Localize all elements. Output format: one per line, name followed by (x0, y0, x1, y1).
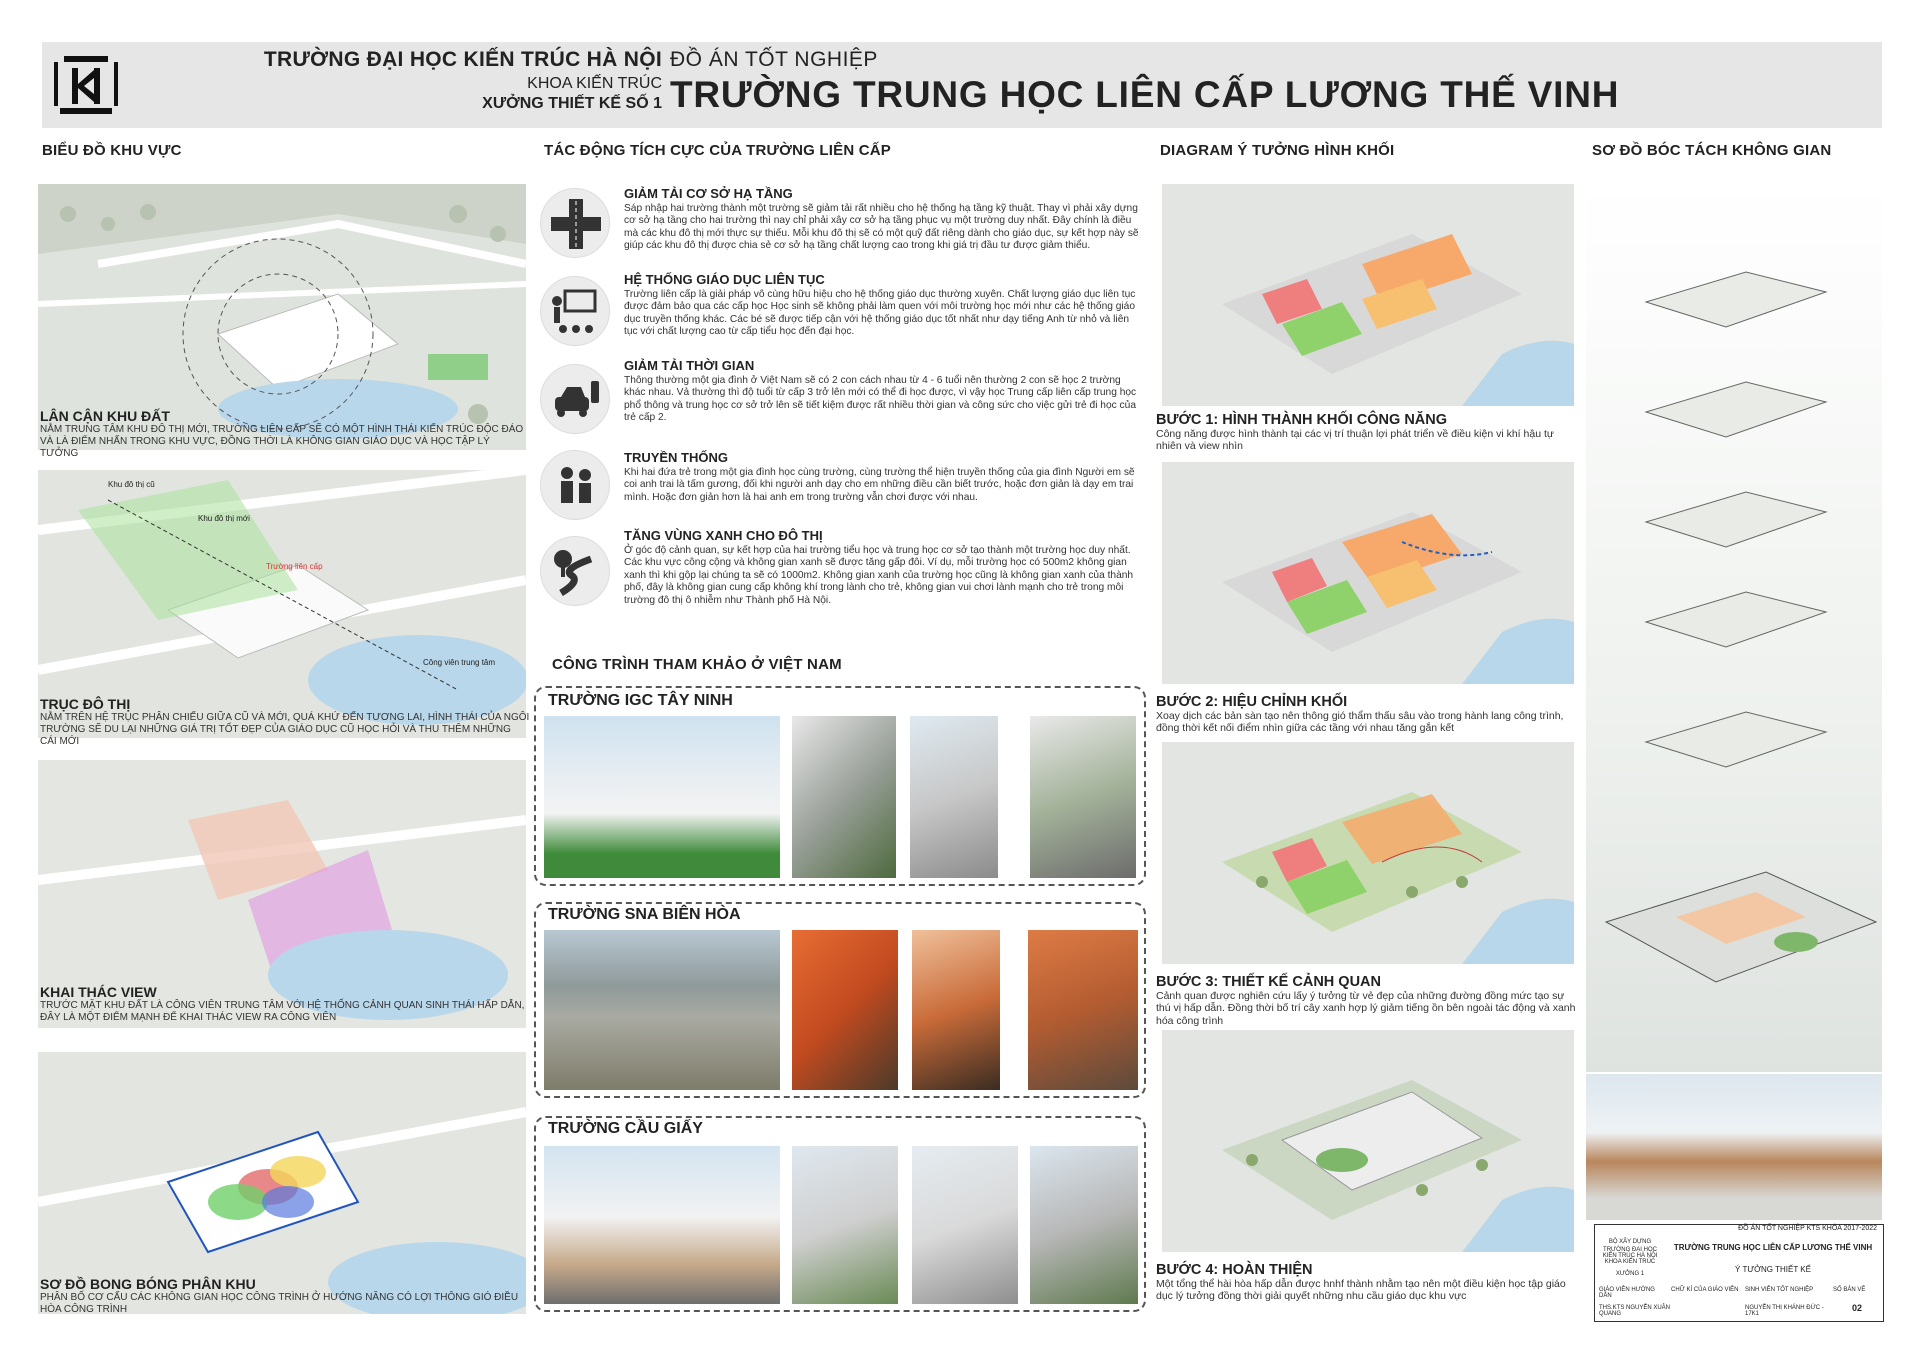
impact-title-3: GIẢM TẢI THỜI GIAN (624, 358, 755, 373)
area-desc-1: NẰM TRUNG TÂM KHU ĐÔ THỊ MỚI, TRƯỜNG LIÊN CẤP SẼ CÓ MỘT HÌNH THÁI KIẾN TRÚC ĐỘC ĐÁO VÀ LÀ ĐIỂM NHẤN TRONG KHU VỰC, ĐỒNG THỜI LÀ KHÔNG GIAN GIÁO DỤC VÀ HỌC TẬP LÝ TƯỞNG (40, 424, 524, 459)
school-block (232, 48, 662, 113)
tb-col1: GIÁO VIÊN HƯỚNG DẪN (1599, 1287, 1655, 1299)
step-title-4: BƯỚC 4: HOÀN THIỆN (1156, 1262, 1313, 1278)
label-park: Công viên trung tâm (423, 658, 496, 667)
area-caption-4 (40, 1276, 530, 1316)
tb-col4: SỐ BẢN VẼ (1833, 1287, 1866, 1293)
tb-col3: SINH VIÊN TỐT NGHIỆP (1745, 1287, 1814, 1293)
section-title-diagram: DIAGRAM Ý TƯỞNG HÌNH KHỐI (1160, 142, 1395, 159)
tb-teacher: THS.KTS NGUYỄN XUÂN QUANG (1599, 1305, 1671, 1317)
tb-student: NGUYỄN THỊ KHÁNH ĐỨC - 17K1 (1745, 1305, 1824, 1317)
step-caption-4 (1156, 1262, 1576, 1303)
project-block (670, 48, 1619, 116)
caugiay-photo-2 (792, 1146, 898, 1304)
step-3-diagram (1162, 742, 1574, 964)
impact-desc-2: Trường liên cấp là giải pháp vô cùng hữu hiệu cho hệ thống giáo dục thường xuyên. Chất lượng giáo dục liên tục được đảm bảo qua các cấp học Học sinh sẽ không phải làm quen với môi trường học mới như các hệ thống giáo dục truyền thống khác. Các bé sẽ được tiếp cận với hệ thống giáo dục tốt nhất như dạy tiếng Anh từ nhỏ và liên tục với chất lượng cao từ cấp tiểu học đến đại học. (624, 289, 1136, 338)
tree-road-icon (540, 536, 610, 606)
label-new-district: Khu đô thị mới (198, 514, 250, 523)
impact-title-1: GIẢM TẢI CƠ SỞ HẠ TẦNG (624, 186, 793, 201)
tb-col2: CHỮ KÍ CỦA GIÁO VIÊN (1671, 1287, 1739, 1293)
impact-3 (624, 358, 1140, 425)
impact-desc-5: Ở góc độ cảnh quan, sự kết hợp của hai trường tiểu học và trung học cơ sở tạo thành một trường học duy nhất. Các khu vực công cộng và không gian xanh sẽ được tăng gấp đôi. Ví dụ, mỗi trường học có 500m2 không gian xanh thì khi gộp lại chúng ta sẽ có 1000m2. Không gian xanh của trường học cũng là không gian xanh của thành phố, đây là không gian cung cấp không khí trong lành cho trẻ, không gian vui chơi lành mạnh cho trẻ trong môi trường đô thị ô nhiễm như Thành phố Hà Nội. (624, 545, 1134, 606)
header-bar (42, 42, 1882, 128)
section-title-exploded: SƠ ĐỒ BÓC TÁCH KHÔNG GIAN (1592, 142, 1832, 159)
step-caption-3 (1156, 974, 1576, 1027)
step-desc-4: Một tổng thể hài hòa hấp dẫn được hnhf thành nhằm tạo nên một điều kiện học tập giáo dục lý tưởng đồng thời giải quyết những nhu cầu giáo dục khu vực (1156, 1278, 1566, 1303)
tb-project: TRƯỜNG TRUNG HỌC LIÊN CẤP LƯƠNG THẾ VINH (1673, 1243, 1873, 1252)
step-desc-2: Xoay dịch các bản sàn tạo nên thông gió thẩm thấu sâu vào trong hành lang công trình, đồng thời kết nối điểm nhìn giữa các tầng với nhau tăng gắn kết (1156, 710, 1564, 735)
step-caption-2 (1156, 694, 1576, 735)
step-title-3: BƯỚC 3: THIẾT KẾ CẢNH QUAN (1156, 974, 1381, 990)
impact-title-2: HỆ THỐNG GIÁO DỤC LIÊN TỤC (624, 272, 825, 287)
car-traffic-icon (540, 364, 610, 434)
step-1-illustration (1162, 184, 1574, 406)
caugiay-photo-4 (1030, 1146, 1138, 1304)
step-4-illustration (1162, 1030, 1574, 1252)
impact-5 (624, 528, 1140, 607)
road-icon (540, 188, 610, 258)
area-title-4: SƠ ĐỒ BONG BÓNG PHÂN KHU (40, 1276, 256, 1292)
area-title-3: KHAI THÁC VIEW (40, 984, 157, 1000)
university-logo-icon (50, 48, 122, 120)
step-desc-1: Công năng được hình thành tại các vị trí thuận lợi phát triển về điều kiện vi khí hậu tự nhiên và view nhìn (1156, 428, 1554, 453)
section-title-area: BIỂU ĐỒ KHU VỰC (42, 142, 182, 159)
tb-org1: BỘ XÂY DỰNG (1608, 1239, 1652, 1245)
area-desc-4: PHÂN BỐ CƠ CẤU CÁC KHÔNG GIAN HỌC CÔNG TRÌNH Ở HƯỚNG NĂNG CÓ LỢI THÔNG GIÓ ĐIỀU HÒA CÔNG TRÌNH (40, 1292, 519, 1315)
step-title-1: BƯỚC 1: HÌNH THÀNH KHỐI CÔNG NĂNG (1156, 412, 1448, 428)
tb-studio: XƯỞNG 1 (1615, 1271, 1645, 1277)
reference-title-1: TRƯỜNG IGC TÂY NINH (548, 692, 733, 709)
bubble-diagram-map (38, 1052, 526, 1314)
exploded-illustration (1586, 182, 1882, 1072)
step-caption-1 (1156, 412, 1576, 453)
family-icon (540, 450, 610, 520)
igc-photo-2 (792, 716, 896, 878)
sna-photo-2 (792, 930, 898, 1090)
step-1-diagram (1162, 184, 1574, 406)
area-title-2: TRỤC ĐÔ THỊ (40, 696, 131, 712)
sna-photo-4 (1028, 930, 1138, 1090)
exploded-axonometric (1586, 182, 1882, 1072)
teacher-board-icon (540, 276, 610, 346)
impact-1 (624, 186, 1140, 253)
references-title: CÔNG TRÌNH THAM KHẢO Ở VIỆT NAM (552, 656, 842, 673)
school-name: TRƯỜNG ĐẠI HỌC KIẾN TRÚC HÀ NỘI (263, 48, 662, 71)
faculty-name: KHOA KIẾN TRÚC (527, 75, 662, 92)
tb-faculty: KHOA KIẾN TRÚC (1604, 1259, 1656, 1265)
impact-2 (624, 272, 1140, 339)
reference-title-3: TRƯỜNG CẦU GIẤY (548, 1120, 703, 1137)
area-desc-2: NẰM TRÊN HỆ TRỤC PHÂN CHIẾU GIỮA CŨ VÀ MỚI, QUÁ KHỨ ĐẾN TƯƠNG LAI, HÌNH THÁI CỦA NGÔI TRƯỜNG SẼ DU LẠI NHỮNG GIÁ TRỊ TỐT ĐẸP CỦA GIÁO DỤC CŨ HỌC HỎI VÀ THU THÊM NHỮNG CÁI MỚI (40, 712, 530, 747)
step-3-illustration (1162, 742, 1574, 964)
igc-photo-3 (910, 716, 998, 878)
impact-desc-3: Thông thường một gia đình ở Việt Nam sẽ có 2 con cách nhau từ 4 - 6 tuổi nên thường 2 con sẽ học 2 trường khác nhau. Vả thường thì độ tuổi từ cấp 3 trở lên mới có thể đi học được, vì vậy học Trung cấp liên cấp trung học phổ thông và trung học cơ sở trở lên sẽ tiết kiệm được rất nhiều thời gian và công sức cho việc gửi trẻ đi học của trẻ cấp 2. (624, 375, 1137, 424)
impact-4 (624, 450, 1140, 504)
sna-photo-3 (912, 930, 1000, 1090)
step-4-diagram (1162, 1030, 1574, 1252)
area-caption-3 (40, 984, 530, 1024)
igc-photo-1 (544, 716, 780, 878)
caugiay-photo-3 (912, 1146, 1018, 1304)
tb-org2: TRƯỜNG ĐẠI HỌC KIẾN TRÚC HÀ NỘI (1602, 1247, 1658, 1259)
label-old-district: Khu đô thị cũ (108, 480, 155, 489)
area-title-1: LÂN CẬN KHU ĐẤT (40, 408, 170, 424)
impact-title-4: TRUYỀN THỐNG (624, 450, 728, 465)
area-desc-3: TRƯỚC MẶT KHU ĐẤT LÀ CÔNG VIÊN TRUNG TÂM VỚI HỆ THỐNG CẢNH QUAN SINH THÁI HẤP DẪN, ĐÂY LÀ MỘT ĐIỂM MẠNH ĐỂ KHAI THÁC VIEW RA CÔNG VIÊN (40, 1000, 525, 1023)
project-label: ĐỒ ÁN TỐT NGHIỆP (670, 48, 878, 71)
title-block (1594, 1224, 1884, 1322)
area-caption-2 (40, 696, 530, 748)
impact-title-5: TĂNG VÙNG XANH CHO ĐÔ THỊ (624, 528, 823, 543)
studio-name: XƯỞNG THIẾT KẾ SỐ 1 (482, 95, 662, 112)
design-idea-photo (1586, 1074, 1882, 1220)
step-2-diagram (1162, 462, 1574, 684)
bubble-diagram-illustration (38, 1052, 526, 1314)
impact-desc-1: Sáp nhập hai trường thành một trường sẽ giảm tải rất nhiều cho hệ thống hạ tầng kỹ thuật. Thay vì phải xây dựng cơ sở hạ tầng cho hai trường thì nay chỉ phải xây cơ sở hạ tầng phục vụ một trường duy nhất. Đây chính là điều mà các khu đô thị mới thực sự thiếu. Mỗi khu đô thị sẽ có một quỹ đất riêng dành cho giáo dục, sự kết hợp này sẽ giúp các khu đô thị được chia sẻ cơ sở hạ tầng chất lượng cao trong khi giá trị đầu tư được giảm thiểu. (624, 203, 1139, 252)
caugiay-photo-1 (544, 1146, 780, 1304)
step-title-2: BƯỚC 2: HIỆU CHỈNH KHỐI (1156, 694, 1348, 710)
igc-photo-4 (1030, 716, 1136, 878)
section-title-impact: TÁC ĐỘNG TÍCH CỰC CỦA TRƯỜNG LIÊN CẤP (544, 142, 892, 159)
impact-desc-4: Khi hai đứa trẻ trong một gia đình học cùng trường, cùng trường thể hiện truyền thống của gia đình Người em sẽ coi anh trai là tấm gương, đối khi người anh dạy cho em những điều cần biết trước, hoặc đơn giản là dạy em trai mình. Hoặc đơn giản hơn là hai anh em trong trường vẫn chơi được với nhau. (624, 467, 1135, 503)
tb-number: 02 (1851, 1303, 1862, 1313)
project-title: TRƯỜNG TRUNG HỌC LIÊN CẤP LƯƠNG THẾ VINH (670, 74, 1620, 115)
label-school: Trường liên cấp (266, 562, 323, 571)
reference-title-2: TRƯỜNG SNA BIÊN HÒA (548, 906, 741, 923)
area-caption-1 (40, 408, 530, 460)
step-desc-3: Cảnh quan được nghiên cứu lấy ý tưởng từ vẻ đẹp của những đường đồng mức tạo sự thú vị hấp dẫn. Đồng thời bố trí cây xanh hợp lý giảm tiếng ồn bên ngoài tác động và xanh hóa công trình (1156, 990, 1576, 1027)
tb-top: ĐỒ ÁN TỐT NGHIỆP KTS KHÓA 2017-2022 (1738, 1225, 1877, 1232)
sna-photo-1 (544, 930, 780, 1090)
tb-sheet: Ý TƯỞNG THIẾT KẾ (1735, 1265, 1811, 1274)
step-2-illustration (1162, 462, 1574, 684)
